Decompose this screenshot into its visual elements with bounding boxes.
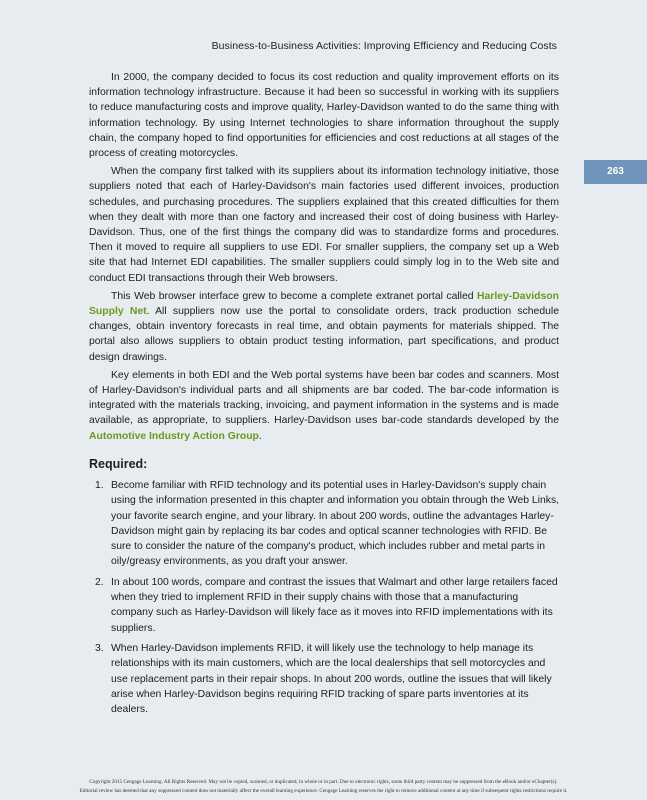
page-number-tab — [584, 160, 647, 184]
required-heading: Required: — [89, 457, 148, 471]
paragraph-text: . — [258, 430, 262, 442]
running-header: Business-to-Business Activities: Improving Efficiency and Reducing Costs — [211, 40, 557, 52]
paragraph-text: . All suppliers now use the portal to consolidate orders, track production schedule changes, obtain inventory forecasts in real time, and obtain payments for materials shipped. The portal also allows suppliers to obtain product testing information, part specifications, and product design drawings. — [89, 306, 559, 363]
body-text — [89, 70, 559, 447]
copyright-line: Copyright 2015 Cengage Learning. All Rights Reserved. May not be copied, scanned, or duplicated, in whole or in part. Due to electronic rights, some third party content may be suppressed from the eBook and/or eChapter(s). — [89, 779, 558, 785]
copyright-footer — [0, 778, 647, 796]
list-item — [95, 641, 560, 717]
item-number: 2. — [95, 576, 104, 588]
paragraph-text: Key elements in both EDI and the Web portal systems have been bar codes and scanners. Most of Harley-Davidson's individual parts and all shipments are bar coded. The bar-code information is integrated with the materials tracking, invoicing, and payment information in the systems and is made available, as appropriate, to suppliers. Harley-Davidson uses bar-code standards developed by the — [89, 369, 559, 427]
item-text: Become familiar with RFID technology and its potential uses in Harley-Davidson's supply chain using the information presented in this chapter and information you obtain through the Web Links, your favorite search engine, and your library. In about 200 words, outline the advantages Harley-Davidson might gain by replacing its bar codes and optical scanner technologies with RFID. Be sure to consider the nature of the company's product, which includes rubber and metal parts in oily/greasy environments, as you draft your answer. — [111, 480, 560, 568]
required-list — [95, 478, 560, 722]
page-number: 263 — [607, 166, 624, 177]
paragraph — [89, 368, 559, 444]
item-number: 3. — [95, 642, 104, 654]
paragraph-text: In 2000, the company decided to focus its cost reduction and quality improvement efforts on its information technology infrastructure. Because it had been so successful in working with its suppliers to reduce manufacturing costs and improve quality, Harley-Davidson wanted to do the same thing with information technology. By using Internet technologies to share information throughout the supply chain, the company hoped to find opportunities for efficiencies and cost reductions at all stages of the process of creating motorcycles. — [89, 72, 559, 160]
paragraph — [89, 70, 559, 161]
supply-net-link[interactable]: Harley-Davidson Supply Net — [89, 290, 559, 318]
item-number: 1. — [95, 480, 104, 491]
editorial-line: Editorial review has deemed that any suppressed content does not materially affect the overall learning experience. Cengage Learning reserves the right to remove additional content at any time if subsequent rights restrictions require it. — [79, 788, 568, 794]
paragraph — [89, 164, 559, 286]
item-text: In about 100 words, compare and contrast the issues that Walmart and other large retailers faced when they tried to implement RFID in their supply chains with those that a manufacturing company such as Harley-Davidson will likely face as it moves into RFID implementations with its suppliers. — [111, 576, 558, 634]
paragraph — [89, 289, 559, 365]
list-item — [95, 575, 560, 636]
list-item — [95, 478, 560, 570]
aiag-link[interactable]: Automotive Industry Action Group — [89, 430, 259, 442]
paragraph-text: This Web browser interface grew to become a complete extranet portal called — [111, 290, 477, 302]
item-text: When Harley-Davidson implements RFID, it will likely use the technology to help manage its relationships with its main customers, which are the local dealerships that sell motorcycles and use replacement parts in their repair shops. In about 200 words, outline the issues that will likely arise when Harley-Davidson begins requiring RFID tracking of spare parts inventories at its dealers. — [111, 642, 552, 716]
paragraph-text: When the company first talked with its suppliers about its information technology initiative, those suppliers noted that each of Harley-Davidson's main factories used different invoices, production schedules, and purchasing procedures. The suppliers explained that this created difficulties for them when they dealt with more than one factory and increased their cost of doing business with Harley-Davidson. Thus, one of the first things the company did was to standardize forms and procedures. Then it moved to require all suppliers to use EDI. For smaller suppliers, the company set up a Web site that had Internet EDI capabilities. The smaller suppliers could simply log in to the Web site and conduct EDI transactions through their Web browsers. — [89, 166, 559, 284]
